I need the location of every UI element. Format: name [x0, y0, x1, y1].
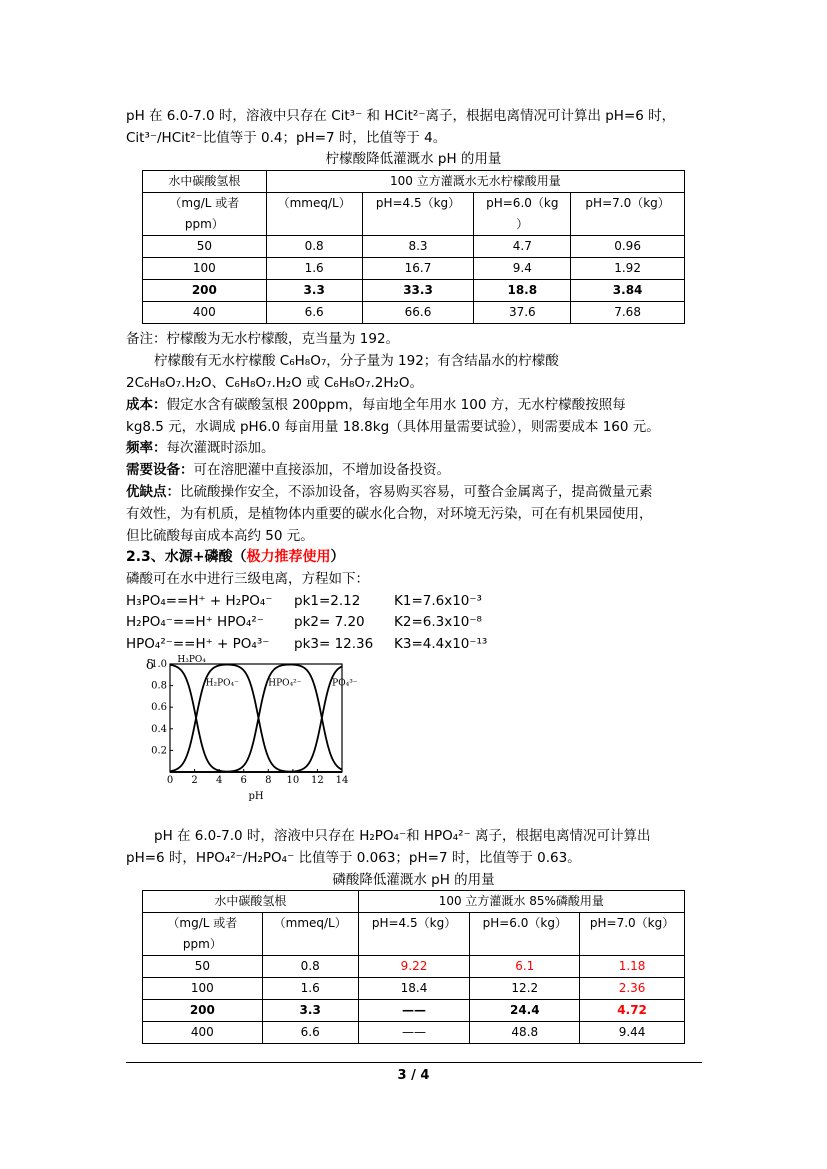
x-tick-label: 14	[335, 775, 349, 786]
header-bicarbonate: 水中碳酸氢根	[143, 171, 267, 193]
y-tick-label: 0.6	[151, 702, 167, 714]
cell: 66.6	[362, 302, 474, 324]
cell: 6.6	[266, 302, 362, 324]
phos-table-caption: 磷酸降低灌溉水 pH 的用量	[332, 872, 495, 888]
cell: 7.68	[571, 302, 685, 324]
footer-divider	[126, 1062, 702, 1063]
phosphoric-desc: 磷酸可在水中进行三级电离，方程如下：	[126, 571, 369, 587]
cost-line-2: kg8.5 元，水调成 pH6.0 每亩用量 18.8kg（具体用量需要试验），则需要成本 160 元。	[126, 419, 660, 435]
header-ph45: pH=4.5（kg）	[362, 193, 474, 236]
species-label: PO₄³⁻	[332, 678, 358, 689]
cell: 9.4	[474, 258, 571, 280]
cell: 2.36	[580, 978, 685, 1000]
header-meq: （mmeq/L）	[266, 193, 362, 236]
phosphate-distribution-chart	[140, 652, 380, 804]
chart-labels	[146, 655, 358, 802]
header-unit: （mg/L 或者 ppm）	[143, 193, 267, 236]
cell: 4.72	[580, 1000, 685, 1022]
header-unit: （mg/L 或者 ppm）	[143, 913, 263, 956]
y-tick-label: 0.4	[151, 723, 167, 735]
table-row	[143, 280, 685, 302]
cell: ——	[358, 1022, 470, 1044]
cell: 1.92	[571, 258, 685, 280]
table-row	[143, 236, 685, 258]
table-row	[143, 302, 685, 324]
cell: 3.3	[266, 280, 362, 302]
header-usage: 100 立方灌溉水 85%磷酸用量	[358, 891, 684, 913]
pros-line-3: 但比硫酸每亩成本高约 50 元。	[126, 528, 314, 544]
species-curve-1	[170, 665, 342, 772]
header-ph70: pH=7.0（kg）	[571, 193, 685, 236]
x-tick-label: 2	[191, 775, 198, 786]
cell: 18.4	[358, 978, 470, 1000]
cell: 37.6	[474, 302, 571, 324]
citric-note: 备注：柠檬酸为无水柠檬酸，克当量为 192。	[126, 331, 400, 347]
cell: 50	[143, 956, 263, 978]
header-ph60: pH=6.0（kg ）	[474, 193, 571, 236]
x-tick-label: 0	[166, 775, 174, 786]
y-tick-label: 1.0	[151, 659, 167, 670]
species-label: H₃PO₄	[177, 655, 206, 665]
x-tick-label: 8	[265, 775, 272, 786]
cell: 0.8	[262, 956, 358, 978]
table-row	[143, 1000, 685, 1022]
cell: 200	[143, 1000, 263, 1022]
citric-formula-2: 2C₆H₈O₇.H₂O、C₆H₈O₇.H₂O 或 C₆H₈O₇.2H₂O。	[126, 375, 424, 391]
cell: 3.84	[571, 280, 685, 302]
x-tick-label: 6	[240, 775, 247, 786]
cell: 12.2	[470, 978, 580, 1000]
table-row	[143, 258, 685, 280]
cell: 0.8	[266, 236, 362, 258]
x-tick-label: 12	[311, 775, 324, 786]
table-row	[143, 1022, 685, 1044]
intro-line-1: pH 在 6.0-7.0 时，溶液中只存在 Cit³⁻ 和 HCit²⁻离子，根据电离情况可计算出 pH=6 时，	[126, 108, 676, 124]
cell: 18.8	[474, 280, 571, 302]
table-row	[143, 978, 685, 1000]
cell: ——	[358, 1000, 470, 1022]
cell: 1.18	[580, 956, 685, 978]
y-tick-label: 0.8	[151, 680, 167, 692]
citric-table	[142, 170, 685, 324]
cell: 8.3	[362, 236, 474, 258]
x-tick-label: 4	[215, 775, 223, 786]
cell: 200	[143, 280, 267, 302]
equation-2: H₂PO₄⁻==H⁺ HPO₄²⁻ pk2= 7.20 K2=6.3x10⁻⁸	[126, 614, 482, 630]
phosphoric-table	[142, 890, 685, 1044]
equipment-line: 需要设备：可在溶肥灌中直接添加，不增加设备投资。	[126, 462, 450, 478]
header-usage: 100 立方灌溉水无水柠檬酸用量	[266, 171, 684, 193]
table-row	[143, 193, 685, 236]
cell: 100	[143, 258, 267, 280]
equation-1: H₃PO₄==H⁺ + H₂PO₄⁻ pk1=2.12 K1=7.6x10⁻³	[126, 593, 482, 609]
cell: 0.96	[571, 236, 685, 258]
y-axis-label: δ	[146, 658, 154, 673]
table-row	[143, 913, 685, 956]
header-ph45: pH=4.5（kg）	[358, 913, 470, 956]
cell: 1.6	[262, 978, 358, 1000]
table-row	[143, 956, 685, 978]
cell: 400	[143, 302, 267, 324]
cell: 16.7	[362, 258, 474, 280]
header-ph70: pH=7.0（kg）	[580, 913, 685, 956]
table-row	[143, 171, 685, 193]
species-label: HPO₄²⁻	[268, 678, 302, 689]
intro-line-2: Cit³⁻/HCit²⁻比值等于 0.4；pH=7 时，比值等于 4。	[126, 130, 447, 146]
pros-line-1: 优缺点：比硫酸操作安全，不添加设备，容易购买容易，可螯合金属离子，提高微量元素	[126, 484, 653, 500]
y-tick-label: 0.2	[151, 745, 167, 757]
header-bicarbonate: 水中碳酸氢根	[143, 891, 359, 913]
phos-text-1: pH 在 6.0-7.0 时，溶液中只存在 H₂PO₄⁻和 HPO₄²⁻ 离子，根据电离情况可计算出	[154, 828, 651, 844]
chart-curves	[170, 665, 342, 772]
cell: 33.3	[362, 280, 474, 302]
section-heading: 2.3、水源+磷酸（极力推荐使用）	[126, 549, 345, 565]
header-meq: （mmeq/L）	[262, 913, 358, 956]
frequency-line: 频率：每次灌溉时添加。	[126, 440, 275, 456]
page-number: 3 / 4	[397, 1068, 430, 1083]
x-axis-label: pH	[248, 791, 264, 802]
header-ph60: pH=6.0（kg）	[470, 913, 580, 956]
cell: 50	[143, 236, 267, 258]
cost-line-1: 成本：假定水含有碳酸氢根 200ppm，每亩地全年用水 100 方，无水柠檬酸按照每	[126, 397, 626, 413]
cell: 9.44	[580, 1022, 685, 1044]
phos-text-2: pH=6 时，HPO₄²⁻/H₂PO₄⁻ 比值等于 0.063；pH=7 时，比值等于 0.63。	[126, 850, 581, 866]
cell: 4.7	[474, 236, 571, 258]
cell: 6.6	[262, 1022, 358, 1044]
x-tick-label: 10	[286, 775, 300, 786]
cell: 100	[143, 978, 263, 1000]
cell: 6.1	[470, 956, 580, 978]
species-label: H₂PO₄⁻	[205, 678, 239, 689]
cell: 48.8	[470, 1022, 580, 1044]
citric-formula-1: 柠檬酸有无水柠檬酸 C₆H₈O₇，分子量为 192；有含结晶水的柠檬酸	[154, 353, 559, 369]
pros-line-2: 有效性，为有机质，是植物体内重要的碳水化合物，对环境无污染，可在有机果园使用，	[126, 506, 653, 522]
cell: 400	[143, 1022, 263, 1044]
cell: 1.6	[266, 258, 362, 280]
citric-table-caption: 柠檬酸降低灌溉水 pH 的用量	[325, 151, 502, 167]
cell: 24.4	[470, 1000, 580, 1022]
equation-3: HPO₄²⁻==H⁺ + PO₄³⁻ pk3= 12.36 K3=4.4x10⁻¹³	[126, 636, 488, 652]
table-row	[143, 891, 685, 913]
cell: 9.22	[358, 956, 470, 978]
cell: 3.3	[262, 1000, 358, 1022]
